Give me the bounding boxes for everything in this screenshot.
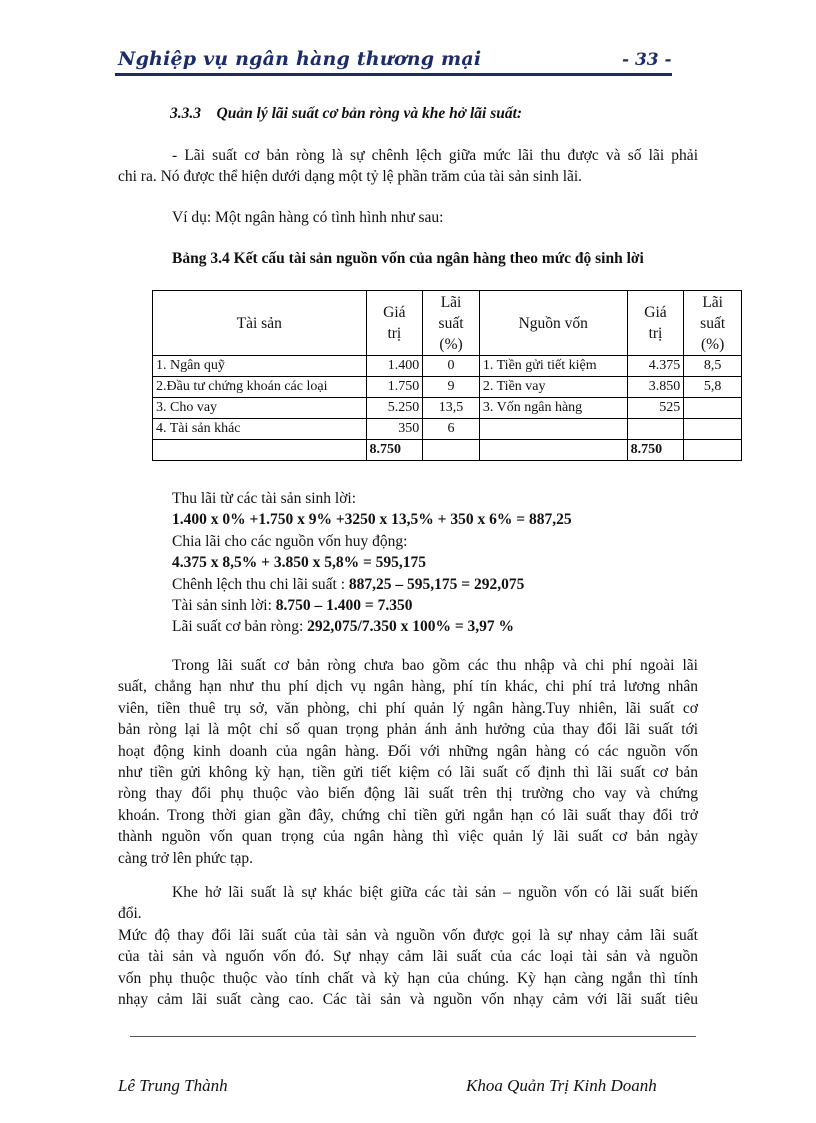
section-title: Quản lý lãi suất cơ bản ròng và khe hở lãi suất:	[216, 105, 523, 122]
paragraph-sensitivity: Mức độ thay đổi lãi suất của tài sản và nguồn vốn được gọi là sự nhay cảm lãi suất của tài sản và nguốn vốn đó. Sự nhạy cảm lãi suất của các loại tài sản và nguồn vốn phụ thuộc thuộc vào tính chất và kỳ hạn của chúng. Kỳ hạn càng ngắn thì tính nhạy cảm lãi suất càng cao. Các tài sản và nguồn vốn nhạy cảm với lãi suất tiêu	[118, 927, 698, 1009]
table-row: 3. Cho vay 5.250 13,5 3. Vốn ngân hàng 525	[153, 398, 742, 419]
text-line: - Lãi suất cơ bản ròng là sự chênh lệch giữa mức lãi thu được và số lãi phải	[172, 147, 698, 164]
total-asset-value: 8.750	[366, 440, 423, 461]
header-source-rate: Lãi suất (%)	[684, 291, 742, 356]
header-source: Nguồn vốn	[479, 291, 627, 356]
earning-assets-line: Tài sản sinh lời: 8.750 – 1.400 = 7.350	[172, 597, 413, 615]
footer-faculty: Khoa Quản Trị Kinh Doanh	[466, 1076, 657, 1095]
paragraph-gap-definition: Khe hở lãi suất là sự khác biệt giữa các tài sản – nguồn vốn có lãi suất biến đổi.	[118, 884, 698, 923]
table-header-row	[153, 291, 742, 356]
page-number: - 33 -	[622, 50, 672, 70]
header-asset-value: Giá trị	[366, 291, 423, 356]
paragraph-definition	[118, 145, 698, 188]
table-caption: Bảng 3.4 Kết cấu tài sản nguồn vốn của ngân hàng theo mức độ sinh lời	[172, 250, 644, 267]
table-total-row	[153, 440, 742, 461]
section-heading	[170, 105, 522, 123]
text-line: chi ra. Nó được thể hiện dưới dạng một tỷ lệ phần trăm của tài sản sinh lãi.	[118, 168, 583, 186]
paragraph-nim-discussion: Trong lãi suất cơ bản ròng chưa bao gồm các thu nhập và chi phí ngoài lãi suất, chẳng hạn như thu phí dịch vụ ngân hàng, phí tín khác, chi phí trả lương nhân viên, tiền thuê trụ sở, văn phòng, chi phí quản lý ngân hàng.Tuy nhiên, lãi suất cơ bản ròng lại là một chỉ số quan trọng phản ánh ảnh hưởng của thay đổi lãi suất tới hoạt động kinh doanh của ngân hàng. Đối với những ngân hàng có các nguồn vốn như tiền gửi không kỳ hạn, tiền gửi tiết kiệm có lãi suất cố định thì lãi suất cơ bản ròng thay đổi phụ thuộc vào biến động lãi suất trên thị trường cho vay và chứng khoán. Trong thời gian gần đây, chứng chỉ tiền gửi ngắn hạn có lãi suất thay đổi trở thành nguồn vốn quan trọng của ngân hàng thì việc quản lý lãi suất cơ bản ngày càng trở lên phức tạp.	[118, 657, 698, 867]
table-row: 1. Ngân quỹ 1.400 0 1. Tiền gửi tiết kiệm 4.375 8,5	[153, 356, 742, 377]
example-intro: Ví dụ: Một ngân hàng có tình hình như sau:	[172, 209, 444, 226]
header-asset: Tài sản	[153, 291, 367, 356]
total-source-value: 8.750	[627, 440, 684, 461]
calculation-block	[172, 488, 572, 638]
asset-liability-table	[152, 290, 742, 461]
footer-author: Lê Trung Thành	[118, 1076, 228, 1095]
income-formula: 1.400 x 0% +1.750 x 9% +3250 x 13,5% + 350 x 6% = 887,25	[172, 511, 572, 529]
table-row: 4. Tài sản khác 350 6	[153, 419, 742, 440]
diff-line: Chênh lệch thu chi lãi suất : 887,25 – 595,175 = 292,075	[172, 575, 525, 593]
header-source-value: Giá trị	[627, 291, 684, 356]
nim-line: Lãi suất cơ bản ròng: 292,075/7.350 x 100% = 3,97 %	[172, 618, 515, 636]
expense-label: Chia lãi cho các nguồn vốn huy động:	[172, 532, 408, 550]
section-number: 3.3.3	[170, 105, 201, 122]
expense-formula: 4.375 x 8,5% + 3.850 x 5,8% = 595,175	[172, 554, 427, 572]
header-asset-rate: Lãi suất (%)	[423, 291, 480, 356]
footer-rule	[130, 1036, 696, 1037]
income-label: Thu lãi từ các tài sản sinh lời:	[172, 490, 357, 507]
table-row: 2.Đầu tư chứng khoán các loại 1.750 9 2. Tiền vay 3.850 5,8	[153, 377, 742, 398]
header-title: Nghiệp vụ ngân hàng thương mại	[118, 48, 482, 70]
header-rule	[115, 73, 672, 76]
